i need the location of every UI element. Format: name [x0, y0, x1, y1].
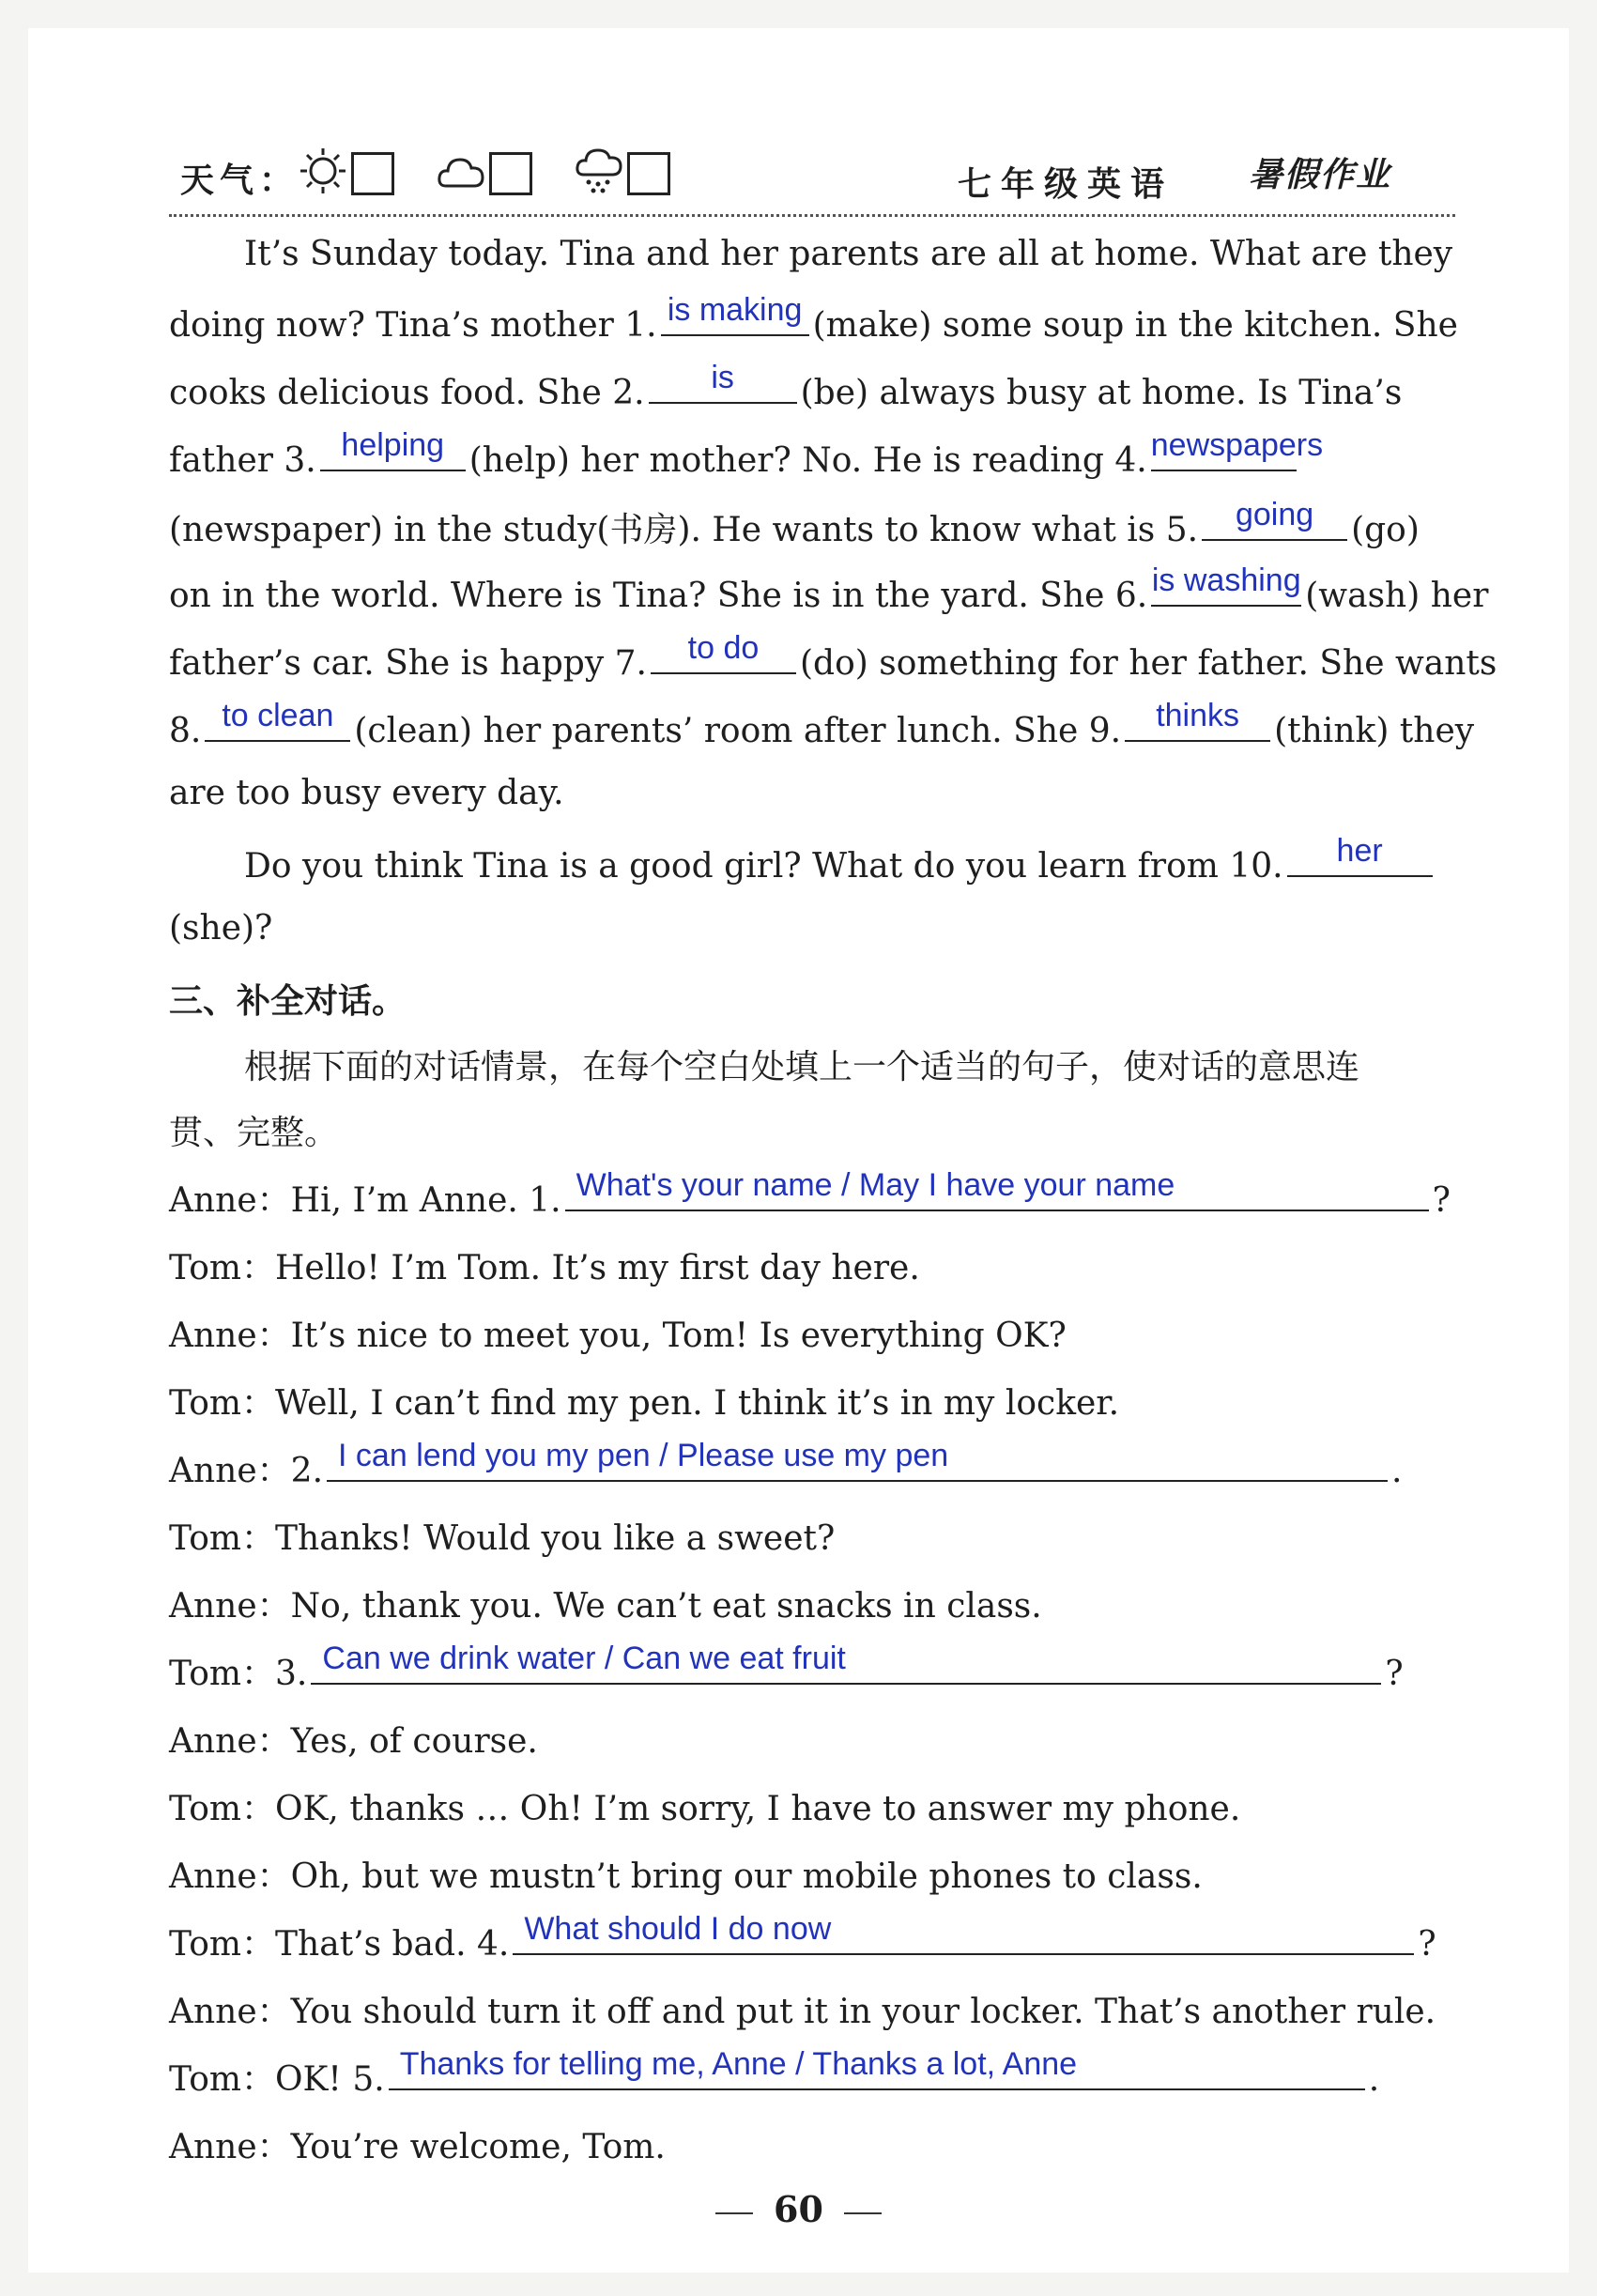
dialogue-line: Tom：OK! 5. Thanks for telling me, Anne / Thanks a lot, Anne .	[169, 2046, 1380, 2099]
series-title: 暑假作业	[1249, 156, 1392, 194]
sun-icon	[299, 146, 347, 195]
passage-line: 8. to clean (clean) her parents’ room after lunch. She 9. thinks (think) they	[169, 698, 1475, 750]
dialogue-answer-2: I can lend you my pen / Please use my pen	[338, 1438, 949, 1473]
passage-line: doing now? Tina’s mother 1. is making (make) some soup in the kitchen. She	[169, 292, 1458, 345]
answer-8: to clean	[222, 698, 334, 733]
answer-blank-1[interactable]	[661, 292, 809, 336]
passage-line: (she)?	[169, 909, 273, 948]
section-instruction: 贯、完整。	[169, 1114, 339, 1152]
dialogue-line: Anne：Oh, but we mustn’t bring our mobile phones to class.	[169, 1857, 1203, 1896]
weather-label: 天气：	[180, 162, 299, 200]
passage-line: (newspaper) in the study(书房). He wants to know what is 5. going (go)	[169, 497, 1420, 549]
dialogue-line: Tom：OK, thanks … Oh! I’m sorry, I have to answer my phone.	[169, 1790, 1241, 1828]
dialogue-line: Anne：You’re welcome, Tom.	[169, 2128, 666, 2166]
answer-blank-2[interactable]	[649, 360, 797, 404]
dialogue-answer-1: What's your name / May I have your name	[576, 1167, 1175, 1203]
footer-dash	[715, 2212, 753, 2214]
dialogue-line: Anne：No, thank you. We can’t eat snacks in class.	[169, 1587, 1042, 1626]
answer-5: going	[1235, 497, 1314, 532]
passage-line: are too busy every day.	[169, 774, 564, 812]
answer-blank-10[interactable]	[1287, 833, 1433, 877]
passage-line: father’s car. She is happy 7. to do (do) something for her father. She wants	[169, 630, 1497, 683]
passage-line: cooks delicious food. She 2. is (be) always busy at home. Is Tina’s	[169, 360, 1403, 412]
cloud-icon	[437, 146, 485, 195]
page-footer	[0, 2188, 1597, 2230]
passage-line: It’s Sunday today. Tina and her parents are all at home. What are they	[244, 235, 1453, 273]
answer-4: newspapers	[1150, 427, 1324, 463]
answer-9: thinks	[1156, 698, 1240, 733]
dialogue-answer-3: Can we drink water / Can we eat fruit	[322, 1641, 846, 1676]
dialogue-blank-5[interactable]	[389, 2046, 1365, 2090]
page-number: 60	[774, 2188, 823, 2230]
dialogue-line: Anne：2. I can lend you my pen / Please use my pen .	[169, 1438, 1403, 1490]
dialogue-line: Anne：Hi, I’m Anne. 1. What's your name / May I have your name ?	[169, 1167, 1451, 1220]
section-instruction: 根据下面的对话情景，在每个空白处填上一个适当的句子，使对话的意思连	[244, 1048, 1360, 1086]
footer-dash	[844, 2212, 882, 2214]
dialogue-line: Anne：It’s nice to meet you, Tom! Is everything OK?	[169, 1317, 1067, 1355]
dialogue-line: Tom：That’s bad. 4. What should I do now ?	[169, 1911, 1436, 1964]
answer-blank-4[interactable]	[1150, 427, 1324, 471]
dialogue-line: Tom：3. Can we drink water / Can we eat fruit ?	[169, 1641, 1404, 1693]
dialogue-line: Tom：Well, I can’t find my pen. I think it’s in my locker.	[169, 1384, 1120, 1423]
answer-10: her	[1336, 833, 1383, 869]
dialogue-blank-2[interactable]	[327, 1438, 1388, 1482]
answer-blank-6[interactable]	[1151, 562, 1301, 607]
passage-line: father 3. helping (help) her mother? No. He is reading 4. newspapers	[169, 427, 1324, 480]
dialogue-line: Tom：Hello! I’m Tom. It’s my first day here.	[169, 1249, 920, 1287]
header-divider	[169, 214, 1455, 217]
answer-1: is making	[667, 292, 803, 328]
dialogue-answer-5: Thanks for telling me, Anne / Thanks a lot, Anne	[399, 2046, 1078, 2082]
passage-line: on in the world. Where is Tina? She is in the yard. She 6. is washing (wash) her	[169, 562, 1489, 615]
dialogue-line: Anne：Yes, of course.	[169, 1722, 538, 1761]
answer-blank-7[interactable]	[651, 630, 796, 674]
sunny-checkbox[interactable]	[351, 152, 394, 195]
answer-7: to do	[687, 630, 760, 666]
cloudy-checkbox[interactable]	[489, 152, 532, 195]
rainy-checkbox[interactable]	[627, 152, 670, 195]
section-title: 三、补全对话。	[169, 982, 407, 1021]
rain-cloud-icon	[575, 146, 623, 195]
page-header	[169, 141, 1455, 211]
answer-blank-5[interactable]	[1202, 497, 1347, 541]
answer-2: is	[711, 360, 734, 395]
dialogue-line: Tom：Thanks! Would you like a sweet?	[169, 1519, 836, 1558]
passage-line: Do you think Tina is a good girl? What do you learn from 10. her	[244, 841, 1436, 886]
answer-6: is washing	[1151, 562, 1301, 598]
grade-subject: 七年级英语	[958, 165, 1175, 204]
dialogue-line: Anne：You should turn it off and put it in your locker. That’s another rule.	[169, 1993, 1436, 2031]
answer-blank-8[interactable]	[205, 698, 350, 742]
dialogue-answer-4: What should I do now	[524, 1911, 832, 1947]
answer-3: helping	[341, 427, 445, 463]
dialogue-blank-3[interactable]	[311, 1641, 1381, 1685]
answer-blank-3[interactable]	[320, 427, 466, 471]
answer-blank-9[interactable]	[1125, 698, 1270, 742]
